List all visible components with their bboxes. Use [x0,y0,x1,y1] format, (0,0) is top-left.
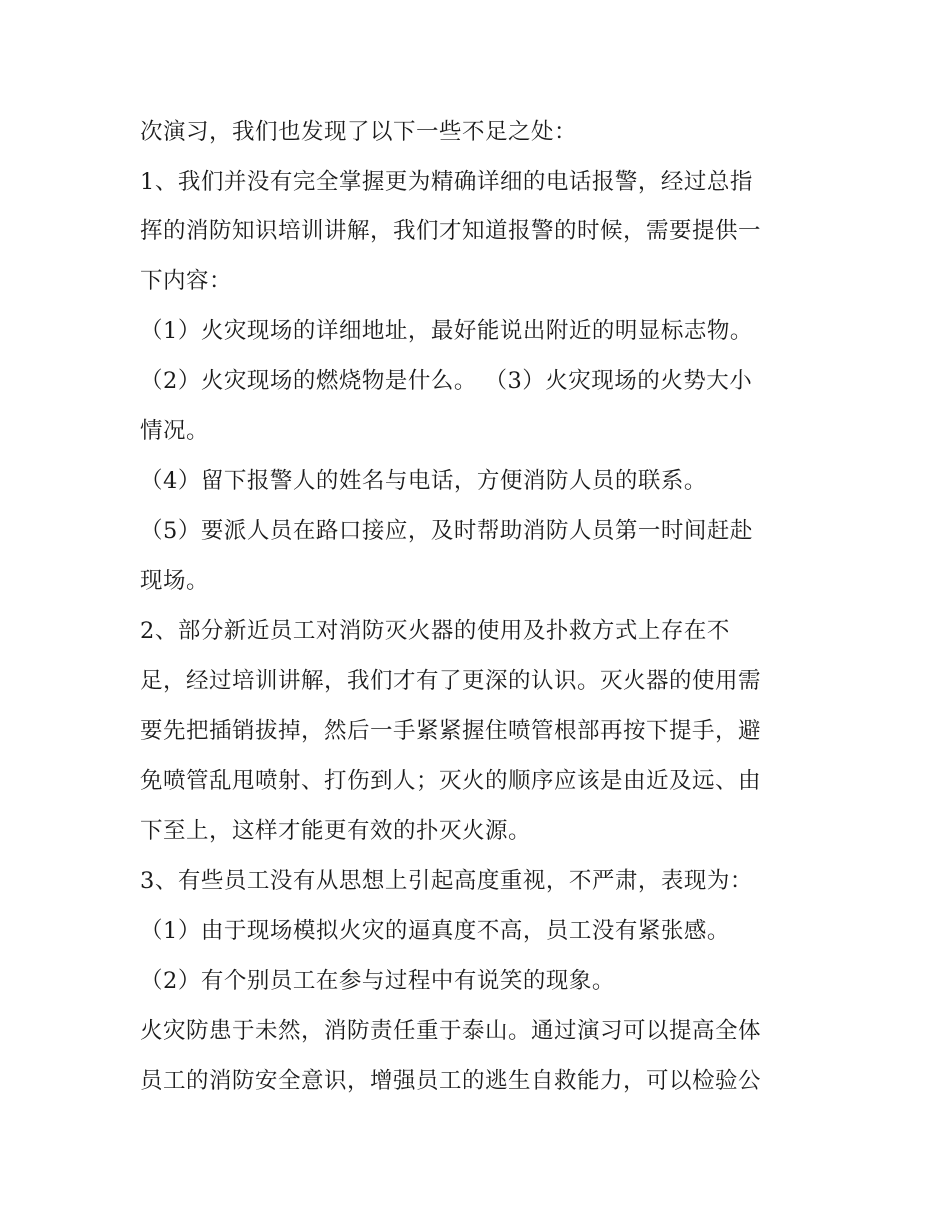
text-line: 现场。 [140,568,210,594]
text-line: （4）留下报警人的姓名与电话，方便消防人员的联系。 [140,468,707,494]
text-line: （1）火灾现场的详细地址，最好能说出附近的明显标志物。 [140,318,753,344]
text-line: 足，经过培训讲解，我们才有了更深的认识。灭火器的使用需 [140,668,762,694]
text-line: 次演习，我们也发现了以下一些不足之处： [140,119,578,145]
text-line: （5）要派人员在路口接应，及时帮助消防人员第一时间赶赴 [140,518,753,544]
text-line: （1）由于现场模拟火灾的逼真度不高，员工没有紧张感。 [140,918,730,944]
text-line: 免喷管乱甩喷射、打伤到人；灭火的顺序应该是由近及远、由 [140,768,762,794]
text-line: 下内容： [140,268,233,294]
text-line: 3、有些员工没有从思想上引起高度重视，不严肃，表现为： [140,868,753,894]
text-line: （2）火灾现场的燃烧物是什么。 （3）火灾现场的火势大小 [140,368,753,394]
text-line: 挥的消防知识培训讲解，我们才知道报警的时候，需要提供一 [140,218,762,244]
text-line: 下至上，这样才能更有效的扑灭火源。 [140,818,532,844]
text-line: 情况。 [140,418,210,444]
text-line: 2、部分新近员工对消防灭火器的使用及扑救方式上存在不 [140,618,730,644]
text-line: 1、我们并没有完全掌握更为精确详细的电话报警，经过总指 [140,169,753,195]
text-line: 要先把插销拔掉，然后一手紧紧握住喷管根部再按下提手，避 [140,718,762,744]
text-line: 员工的消防安全意识，增强员工的逃生自救能力，可以检验公 [140,1068,762,1094]
text-line: 火灾防患于未然，消防责任重于泰山。通过演习可以提高全体 [140,1018,762,1044]
text-line: （2）有个别员工在参与过程中有说笑的现象。 [140,968,615,994]
